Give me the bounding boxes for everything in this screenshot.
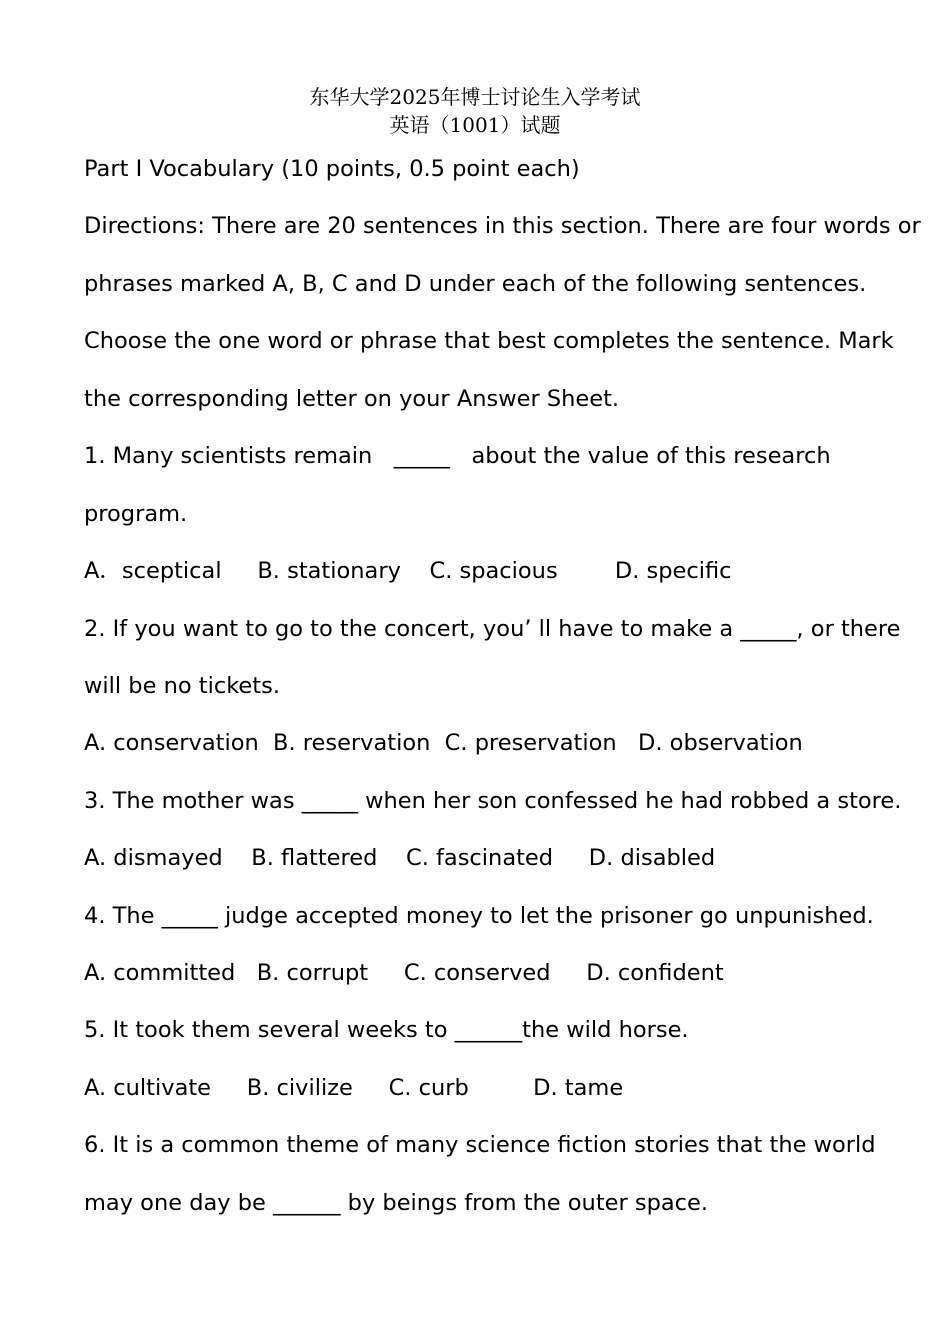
section-heading: Part I Vocabulary (10 points, 0.5 point each): [84, 156, 580, 182]
question-2-stem: 2. If you want to go to the concert, you’ ll have to make a _____, or there: [84, 616, 901, 642]
directions-line: phrases marked A, B, C and D under each of the following sentences.: [84, 271, 867, 297]
question-5-stem: 5. It took them several weeks to ______the wild horse.: [84, 1017, 689, 1043]
question-4-stem: 4. The _____ judge accepted money to let the prisoner go unpunished.: [84, 903, 874, 929]
question-5-options: A. cultivate B. civilize C. curb D. tame: [84, 1075, 624, 1101]
directions-line: the corresponding letter on your Answer Sheet.: [84, 386, 620, 412]
question-3-options: A. dismayed B. flattered C. fascinated D. disabled: [84, 845, 716, 871]
exam-title: 东华大学2025年博士讨论生入学考试: [309, 85, 641, 109]
question-1-stem: program.: [84, 501, 188, 527]
question-3-stem: 3. The mother was _____ when her son confessed he had robbed a store.: [84, 788, 902, 814]
question-1-options: A．sceptical B. stationary C. spacious D. specific: [84, 558, 732, 584]
question-4-options: A. committed B. corrupt C. conserved D. confident: [84, 960, 724, 986]
directions-line: Directions: There are 20 sentences in this section. There are four words or: [84, 213, 921, 239]
question-1-stem: 1. Many scientists remain _____ about the value of this research: [84, 443, 831, 469]
question-2-options: A. conservation B. reservation C. preservation D. observation: [84, 730, 803, 756]
question-6-stem: may one day be ______ by beings from the outer space.: [84, 1190, 709, 1216]
question-6-stem: 6. It is a common theme of many science fiction stories that the world: [84, 1132, 876, 1158]
directions-line: Choose the one word or phrase that best completes the sentence. Mark: [84, 328, 894, 354]
exam-subtitle: 英语（1001）试题: [389, 113, 561, 137]
question-2-stem: will be no tickets.: [84, 673, 280, 699]
